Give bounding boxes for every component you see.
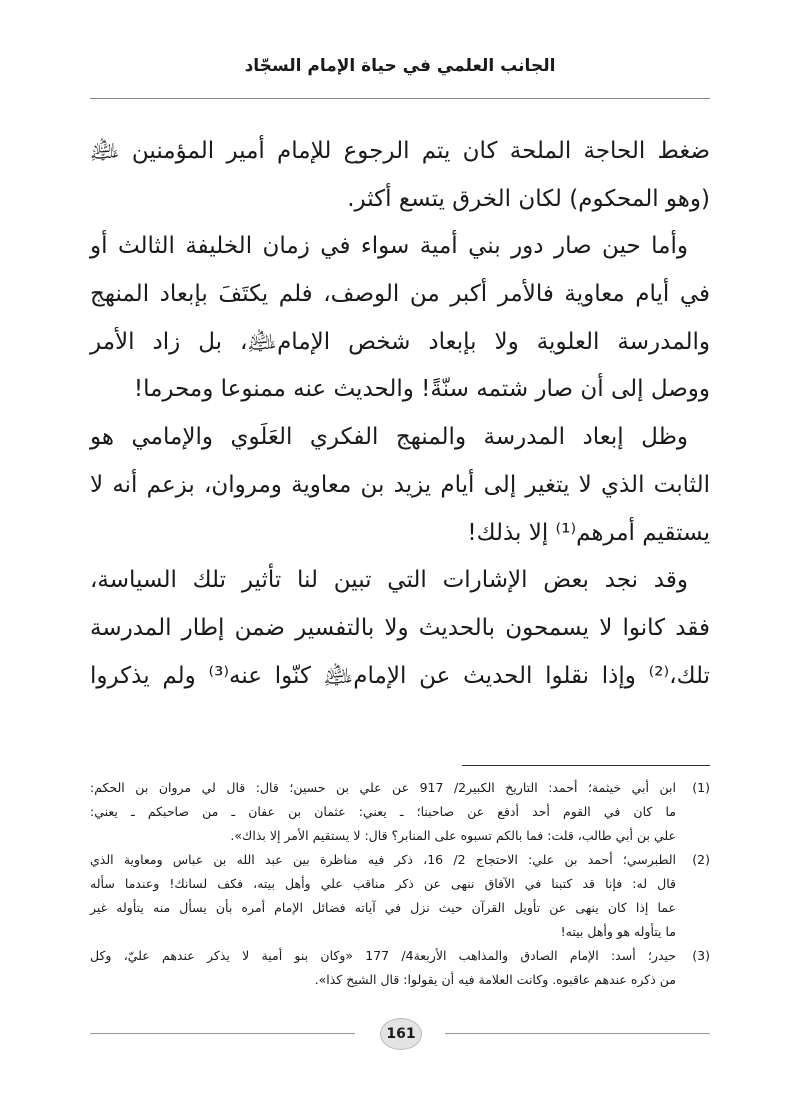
footnote-line: من ذكره عندهم عاقبوه. وكانت العلامة فيه أن يقولوا: قال الشيخ كذا». xyxy=(314,972,676,987)
footnote-number: (1) xyxy=(692,780,710,795)
page-number: 161 xyxy=(380,1018,422,1050)
text-line: وأما حين صار دور بني أمية سواء في زمان الخليفة الثالث أو xyxy=(90,233,688,260)
footnote-line: حيدر؛ أسد: الإمام الصادق والمذاهب الأربعة4/ 177 «وكان بنو أمية لا يذكر عندهم عليّ، وكل xyxy=(90,948,677,963)
text-line: وظل إبعاد المدرسة والمنهج الفكري العَلَوي والإمامي هو xyxy=(90,424,688,451)
footnote-line: عما إذا كان ينهى عن تأويل القرآن حيث نزل في آياته فضائل الإمام أمره بأن يسأل منه يتأوله غير xyxy=(90,900,676,915)
text-line: الثابت الذي لا يتغير إلى أيام يزيد بن معاوية ومروان، بزعم أنه لا xyxy=(90,471,710,498)
footnote-number: (3) xyxy=(692,948,710,963)
text-line: فقد كانوا لا يسمحون بالحديث ولا بالتفسير ضمن إطار المدرسة xyxy=(90,614,710,641)
footnote-line: علي بن أبي طالب، قلت: فما بالكم تسبوه على المنابر؟ قال: لا يستقيم الأمر إلا بذاك». xyxy=(230,828,676,843)
footnote xyxy=(90,944,710,992)
footnote-line: ما كان في القوم أحد أدفع عن صاحبنا؛ ـ يعني: عثمان بن عفان ـ من صاحبكم ـ يعني: xyxy=(90,804,676,819)
footnote-line: ابن أبي خيثمة؛ أحمد: التاريخ الكبير2/ 917 عن علي بن حسين؛ قال: قال لي مروان بن الحكم: xyxy=(90,780,676,795)
text-line: ضغط الحاجة الملحة كان يتم الرجوع للإمام أمير المؤمنين ﵇ xyxy=(90,138,710,164)
running-header: الجانب العلمي في حياة الإمام السجّاد xyxy=(244,56,556,76)
footnote-line: قال له: فإنا قد كتبنا في الآفاق ننهى عن ذكر مناقب علي وأهل بيته، فكف لسانك! وعندما سأله xyxy=(90,876,676,891)
text-line: في أيام معاوية فالأمر أكبر من الوصف، فلم يكتَفَ بإبعاد المنهج xyxy=(90,281,710,308)
text-line: وقد نجد بعض الإشارات التي تبين لنا تأثير تلك السياسة، xyxy=(90,567,688,594)
text-line: والمدرسة العلوية ولا بإبعاد شخص الإمام﵇، بل زاد الأمر xyxy=(90,328,710,355)
footnote xyxy=(90,776,710,848)
footnote-divider xyxy=(462,765,710,766)
text-line: يستقيم أمرهم⁽¹⁾ إلا بذلك! xyxy=(467,519,710,546)
footnote-line: ما يتأوله هو وأهل بيته! xyxy=(560,924,676,939)
text-line: ووصل إلى أن صار شتمه سنّةً! والحديث عنه ممنوعا ومحرما! xyxy=(133,376,710,403)
footer-line-right xyxy=(445,1033,710,1034)
footnote-number: (2) xyxy=(692,852,710,867)
text-line: تلك،⁽²⁾ وإذا نقلوا الحديث عن الإمام﵇ كنّوا عنه⁽³⁾ ولم يذكروا xyxy=(90,662,710,689)
page-footer xyxy=(90,1018,710,1048)
header-divider xyxy=(90,98,710,99)
footnotes xyxy=(90,776,710,992)
text-line: (وهو المحكوم) لكان الخرق يتسع أكثر. xyxy=(347,185,710,212)
footnote xyxy=(90,848,710,944)
footnote-line: الطبرسي؛ أحمد بن علي: الاحتجاج 2/ 16، ذكر فيه مناظرة بين عبد الله بن عباس ومعاوية الذي xyxy=(90,852,676,867)
footer-line-left xyxy=(90,1033,355,1034)
main-text xyxy=(90,128,710,700)
